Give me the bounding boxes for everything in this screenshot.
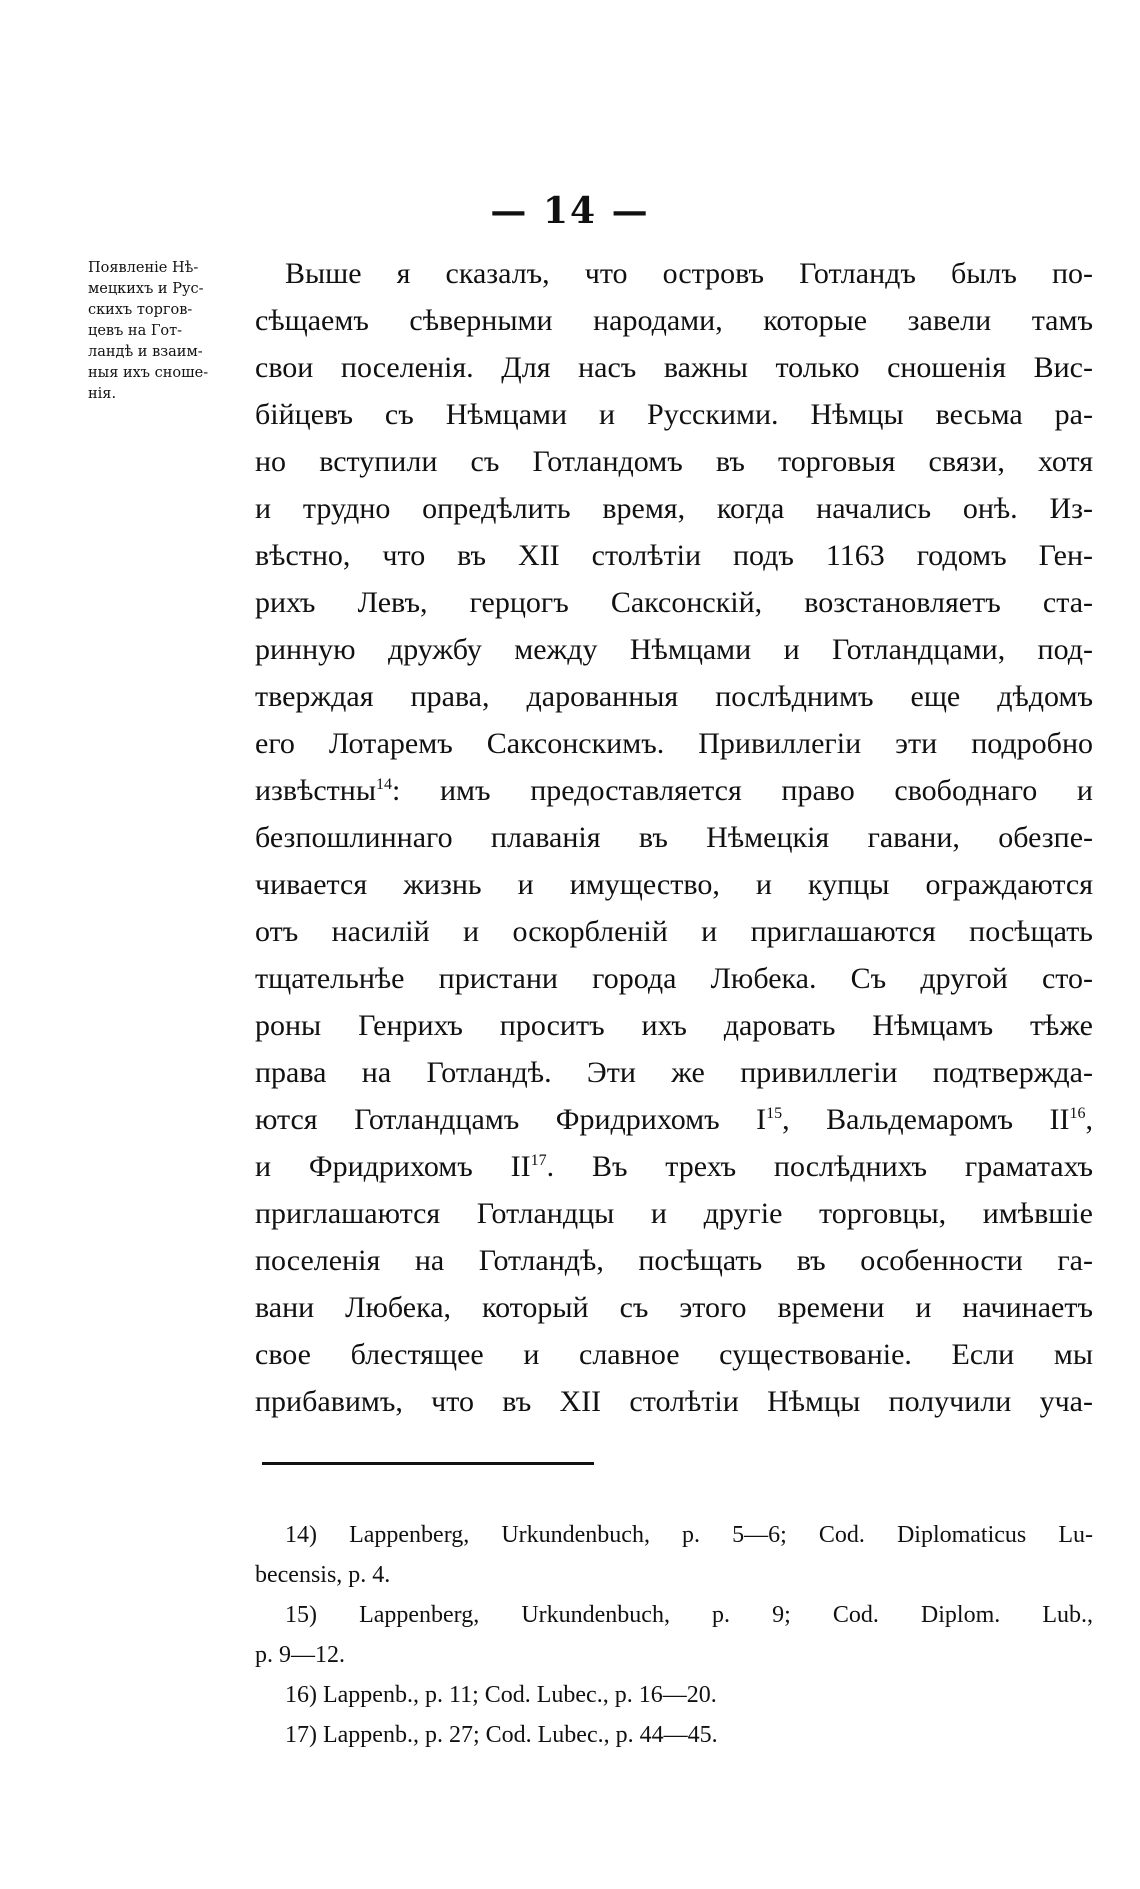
footnote-14	[255, 1515, 1093, 1595]
body-text-segment: и Фридрихомъ II	[255, 1150, 531, 1183]
body-line: приглашаются Готландцы и другіе торговцы, имѣвшіе	[255, 1197, 1093, 1230]
margin-note-line: ныя ихъ сноше-	[88, 365, 209, 381]
body-line: ринную дружбу между Нѣмцами и Готландцами, под-	[255, 633, 1093, 666]
body-line: вѣстно, что въ XII столѣтіи подъ 1163 годомъ Ген-	[255, 539, 1093, 572]
body-line: поселенія на Готландѣ, посѣщать въ особенности га-	[255, 1244, 1093, 1277]
body-text-segment: ются Готландцамъ Фридрихомъ I	[255, 1103, 767, 1136]
body-line: права на Готландѣ. Эти же привиллегіи подтвержда-	[255, 1056, 1093, 1089]
body-line: вани Любека, который съ этого времени и начинаетъ	[255, 1291, 1093, 1324]
body-text-segment: ,	[1085, 1103, 1093, 1136]
body-text-segment: : имъ предоставляется право свободнаго и	[392, 774, 1093, 807]
body-text-segment: , Вальдемаромъ II	[782, 1103, 1070, 1136]
body-line: чивается жизнь и имущество, и купцы ограждаются	[255, 868, 1093, 901]
footnote-ref: 17	[530, 1152, 547, 1169]
body-line	[255, 1096, 1093, 1143]
margin-note-line: нія.	[88, 386, 117, 402]
margin-note-line: мецкихъ и Рус-	[88, 281, 204, 297]
page-number: — 14 —	[490, 190, 650, 232]
body-line: тверждая права, дарованныя послѣднимъ еще дѣдомъ	[255, 680, 1093, 713]
body-text-segment: . Въ трехъ послѣднихъ граматахъ	[546, 1150, 1093, 1183]
body-line: безпошлиннаго плаванія въ Нѣмецкія гавани, обезпе-	[255, 821, 1093, 854]
footnote-line: 14) Lappenberg, Urkundenbuch, p. 5—6; Cod. Diplomaticus Lu-	[285, 1522, 1093, 1548]
footnote-15	[255, 1595, 1093, 1675]
body-line: Выше я сказалъ, что островъ Готландъ былъ по-	[285, 257, 1093, 290]
footnote-16	[255, 1675, 1093, 1715]
footnote-17	[255, 1715, 1093, 1755]
footnote-line: 15) Lappenberg, Urkundenbuch, p. 9; Cod. Diplom. Lub.,	[285, 1602, 1093, 1628]
body-line: его Лотаремъ Саксонскимъ. Привиллегіи эти подробно	[255, 727, 1093, 760]
body-line: отъ насилій и оскорбленій и приглашаются посѣщать	[255, 915, 1093, 948]
footnotes	[255, 1515, 1093, 1755]
body-line: роны Генрихъ проситъ ихъ даровать Нѣмцамъ тѣже	[255, 1009, 1093, 1042]
margin-note	[88, 258, 248, 405]
body-line: свое блестящее и славное существованіе. Если мы	[255, 1338, 1093, 1371]
body-paragraph	[255, 250, 1093, 1425]
body-line: прибавимъ, что въ XII столѣтіи Нѣмцы получили уча-	[255, 1385, 1093, 1418]
margin-note-line: Появленіе Нѣ-	[88, 260, 199, 276]
footnote-line: p. 9—12.	[255, 1642, 345, 1668]
body-line	[255, 767, 1093, 814]
footnote-line: becensis, p. 4.	[255, 1562, 391, 1588]
footnote-divider	[262, 1462, 594, 1465]
body-line: бійцевъ съ Нѣмцами и Русскими. Нѣмцы весьма ра-	[255, 398, 1093, 431]
body-line: тщательнѣе пристани города Любека. Съ другой сто-	[255, 962, 1093, 995]
margin-note-line: цевъ на Гот-	[88, 323, 183, 339]
body-line: рихъ Левъ, герцогъ Саксонскій, возстановляетъ ста-	[255, 586, 1093, 619]
margin-note-line: скихъ торгов-	[88, 302, 193, 318]
body-line: и трудно опредѣлить время, когда начались онѣ. Из-	[255, 492, 1093, 525]
body-line: сѣщаемъ сѣверными народами, которые завели тамъ	[255, 304, 1093, 337]
body-line: но вступили съ Готландомъ въ торговыя связи, хотя	[255, 445, 1093, 478]
body-text-segment: извѣстны	[255, 774, 376, 807]
footnote-line: 17) Lappenb., p. 27; Cod. Lubec., p. 44—45.	[285, 1722, 718, 1748]
footnote-ref: 15	[766, 1105, 783, 1122]
body-line	[255, 1143, 1093, 1190]
footnote-ref: 14	[376, 776, 392, 793]
footnote-ref: 16	[1069, 1105, 1086, 1122]
footnote-line: 16) Lappenb., p. 11; Cod. Lubec., p. 16—20.	[285, 1682, 717, 1708]
margin-note-line: ландѣ и взаим-	[88, 344, 203, 360]
body-line: свои поселенія. Для насъ важны только сношенія Вис-	[255, 351, 1093, 384]
